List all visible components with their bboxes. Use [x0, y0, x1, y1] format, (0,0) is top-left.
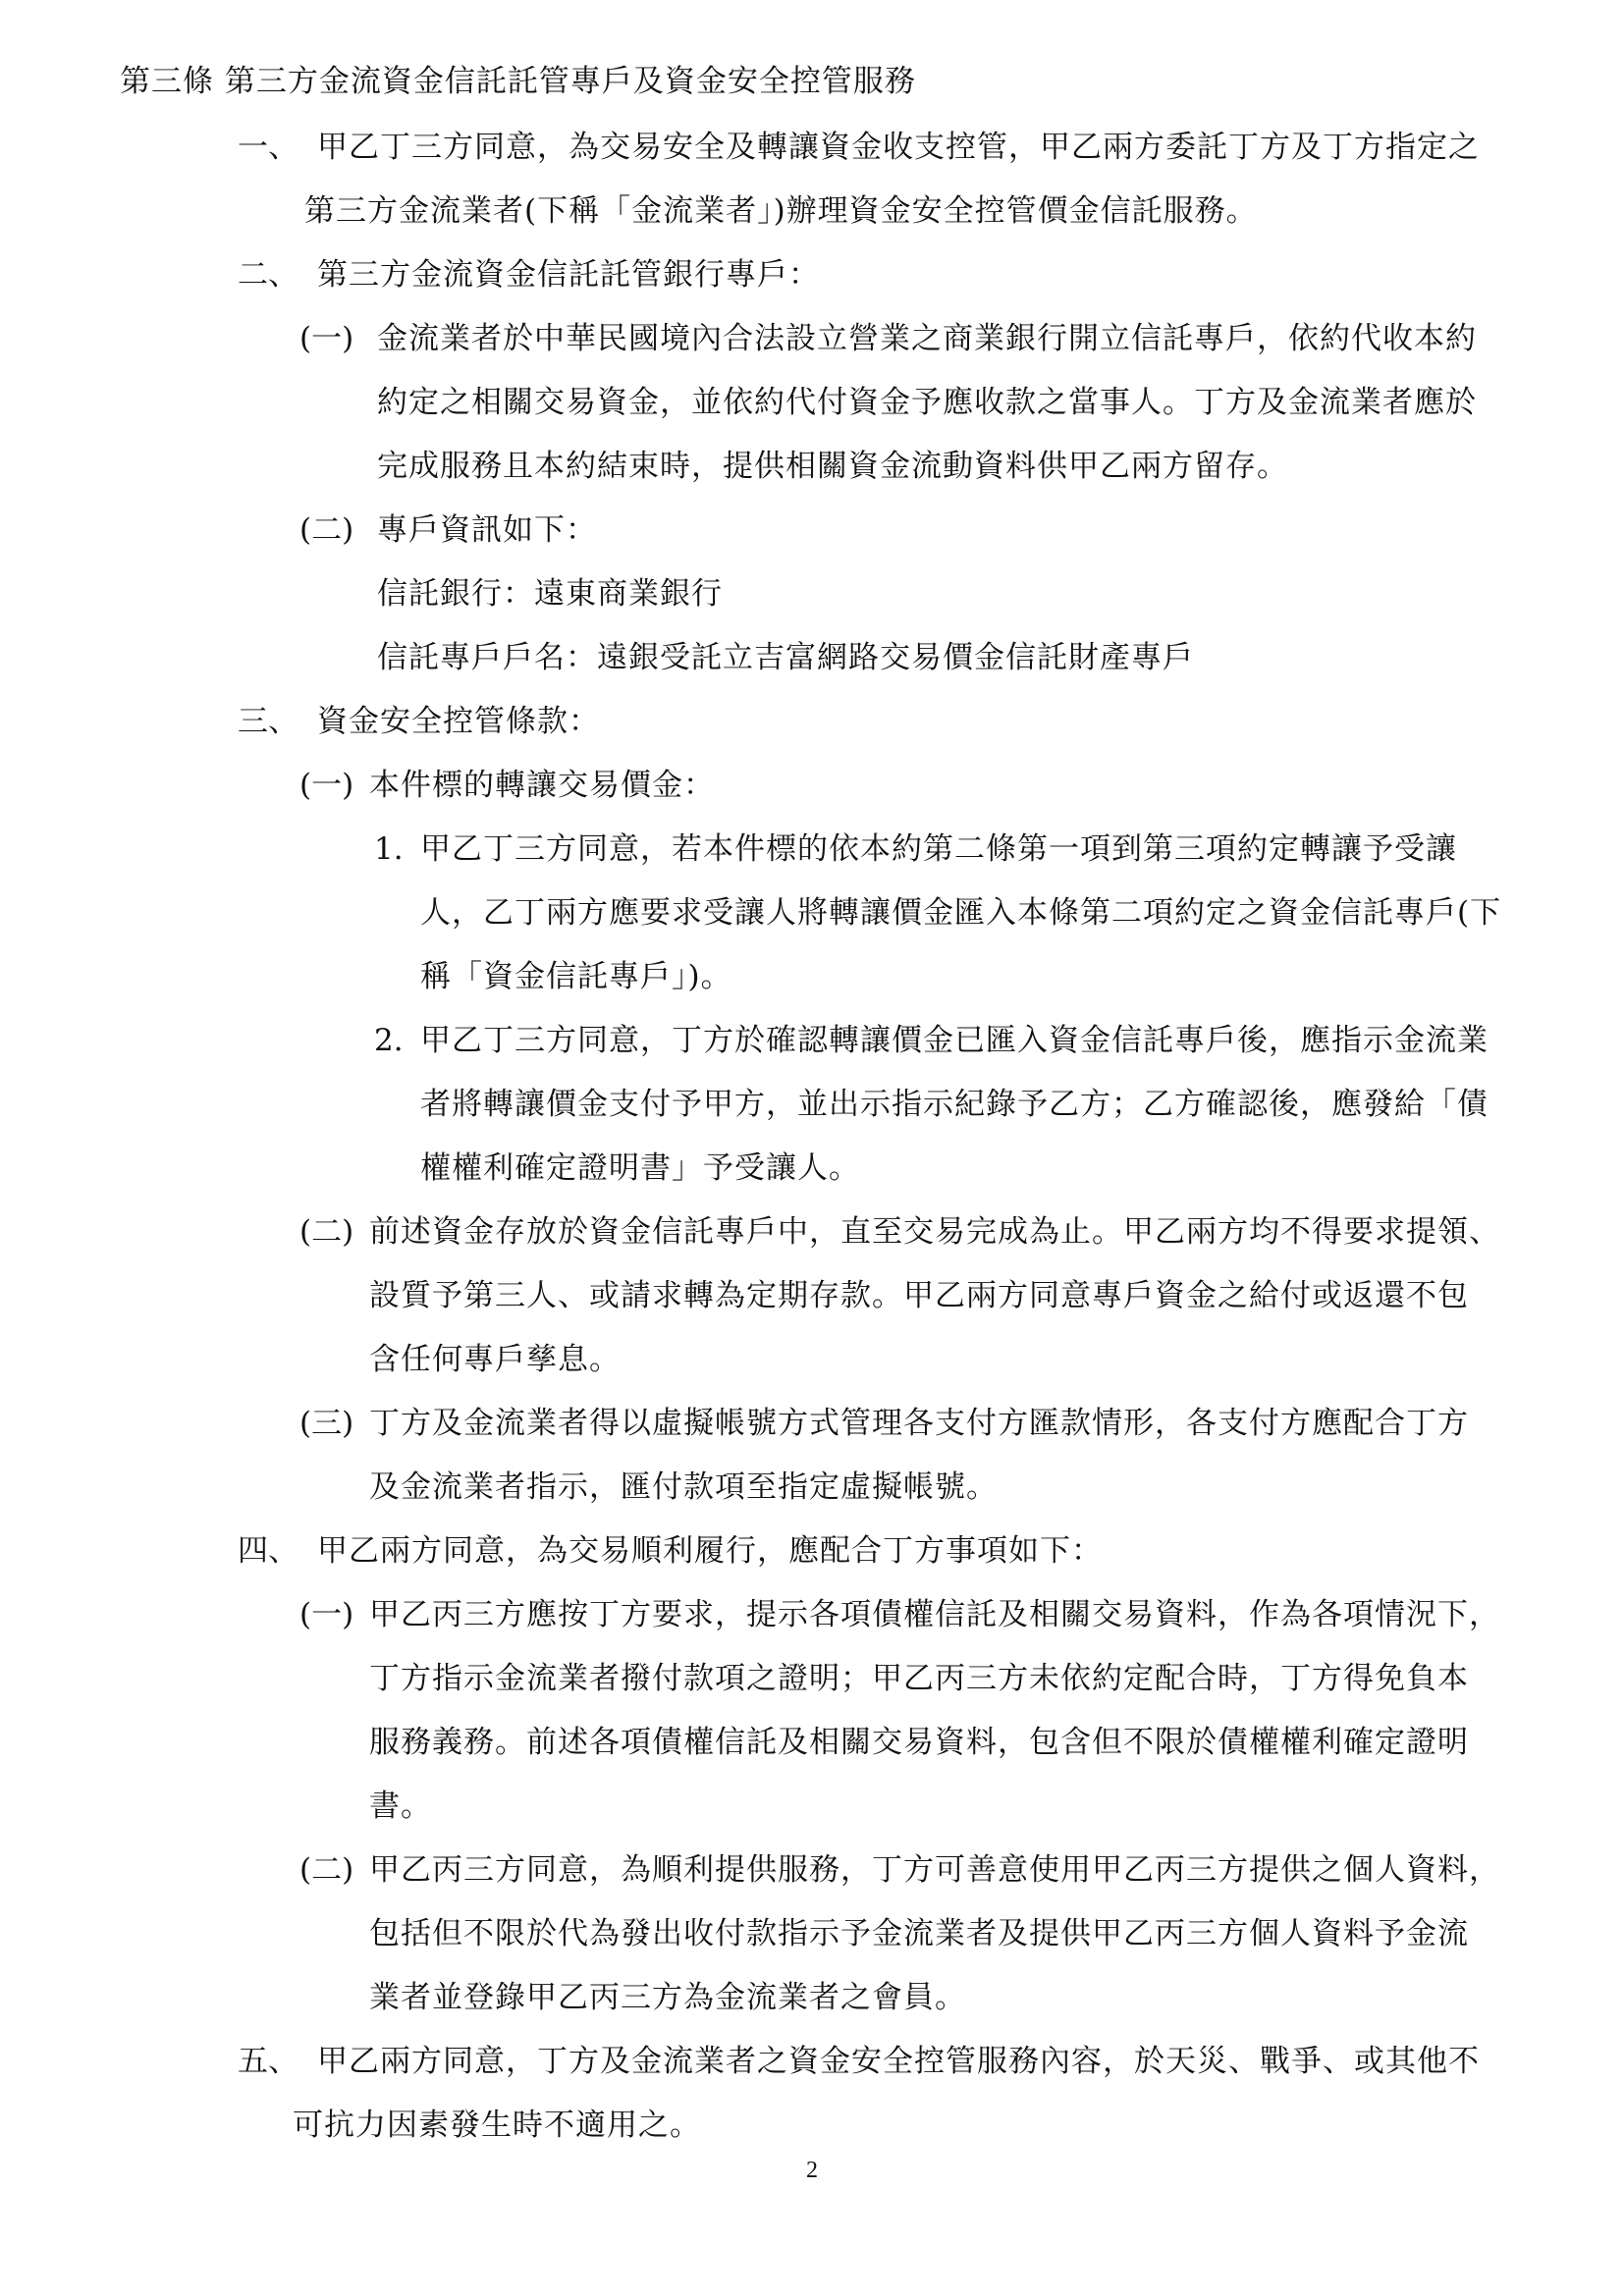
paragraph-line: 甲乙丁三方同意，丁方於確認轉讓價金已匯入資金信託專戶後，應指示金流業 [420, 1023, 1489, 1058]
paragraph-line: 甲乙丙三方同意，為順利提供服務，丁方可善意使用甲乙丙三方提供之個人資料， [369, 1852, 1500, 1888]
paragraph-line: 本件標的轉讓交易價金： [369, 768, 715, 803]
article-title: 第三條 第三方金流資金信託託管專戶及資金安全控管服務 [120, 64, 916, 99]
subsection-marker: (二) [299, 1852, 354, 1888]
paragraph-line: 丁方及金流業者得以虛擬帳號方式管理各支付方匯款情形，各支付方應配合丁方 [369, 1406, 1469, 1441]
section-marker: 四、 [238, 1533, 298, 1569]
paragraph-line: 服務義務。前述各項債權信託及相關交易資料，包含但不限於債權權利確定證明 [369, 1725, 1469, 1760]
paragraph-line: 甲乙兩方同意，丁方及金流業者之資金安全控管服務內容，於天災、戰爭、或其他不 [317, 2044, 1480, 2079]
section-marker: 五、 [238, 2044, 298, 2079]
paragraph-line: 甲乙兩方同意，為交易順利履行，應配合丁方事項如下： [317, 1533, 1103, 1569]
paragraph-line: 權權利確定證明書」予受讓人。 [420, 1150, 860, 1186]
paragraph-line: 第三方金流資金信託託管銀行專戶： [317, 257, 820, 293]
paragraph-line: 完成服務且本約結束時，提供相關資金流動資料供甲乙兩方留存。 [377, 449, 1288, 484]
paragraph-line: 可抗力因素發生時不適用之。 [293, 2108, 701, 2143]
paragraph-line: 業者並登錄甲乙丙三方為金流業者之會員。 [369, 1980, 966, 2015]
paragraph-line: 專戶資訊如下： [377, 512, 597, 548]
section-marker: 三、 [238, 704, 298, 739]
paragraph-line: 包括但不限於代為發出收付款指示予金流業者及提供甲乙丙三方個人資料予金流 [369, 1916, 1469, 1951]
bank-name-line: 信託銀行：遠東商業銀行 [377, 576, 723, 612]
subsection-marker: (一) [299, 1597, 354, 1632]
paragraph-line: 設質予第三人、或請求轉為定期存款。甲乙兩方同意專戶資金之給付或返還不包 [369, 1278, 1469, 1313]
paragraph-line: 金流業者於中華民國境內合法設立營業之商業銀行開立信託專戶，依約代收本約 [377, 321, 1477, 356]
paragraph-line: 丁方指示金流業者撥付款項之證明；甲乙丙三方未依約定配合時，丁方得免負本 [369, 1661, 1469, 1696]
paragraph-line: 及金流業者指示，匯付款項至指定虛擬帳號。 [369, 1469, 998, 1505]
subsection-marker: (二) [299, 512, 354, 548]
subsection-marker: (三) [299, 1406, 354, 1441]
item-marker: 2. [374, 1023, 404, 1058]
paragraph-line: 約定之相關交易資金，並依約代付資金予應收款之當事人。丁方及金流業者應於 [377, 385, 1477, 420]
paragraph-line: 人，乙丁兩方應要求受讓人將轉讓價金匯入本條第二項約定之資金信託專戶(下 [420, 895, 1502, 931]
paragraph-line: 第三方金流業者(下稱「金流業者」)辦理資金安全控管價金信託服務。 [304, 193, 1258, 229]
paragraph-line: 書。 [369, 1789, 432, 1824]
paragraph-line: 稱「資金信託專戶」)。 [420, 959, 732, 994]
account-name-line: 信託專戶戶名：遠銀受託立吉富網路交易價金信託財產專戶 [377, 640, 1194, 675]
paragraph-line: 甲乙丁三方同意，若本件標的依本約第二條第一項到第三項約定轉讓予受讓 [420, 831, 1457, 867]
subsection-marker: (二) [299, 1214, 354, 1250]
section-marker: 二、 [238, 257, 298, 293]
section-marker: 一、 [238, 130, 298, 165]
item-marker: 1. [374, 831, 404, 867]
paragraph-line: 者將轉讓價金支付予甲方，並出示指示紀錄予乙方；乙方確認後，應發給「債 [420, 1087, 1489, 1122]
paragraph-line: 資金安全控管條款： [317, 704, 600, 739]
paragraph-line: 甲乙丙三方應按丁方要求，提示各項債權信託及相關交易資料，作為各項情況下， [369, 1597, 1500, 1632]
paragraph-line: 甲乙丁三方同意，為交易安全及轉讓資金收支控管，甲乙兩方委託丁方及丁方指定之 [317, 130, 1480, 165]
subsection-marker: (一) [299, 321, 354, 356]
paragraph-line: 含任何專戶孳息。 [369, 1342, 621, 1377]
subsection-marker: (一) [299, 768, 354, 803]
paragraph-line: 前述資金存放於資金信託專戶中，直至交易完成為止。甲乙兩方均不得要求提領、 [369, 1214, 1500, 1250]
page-number: 2 [806, 2158, 818, 2183]
